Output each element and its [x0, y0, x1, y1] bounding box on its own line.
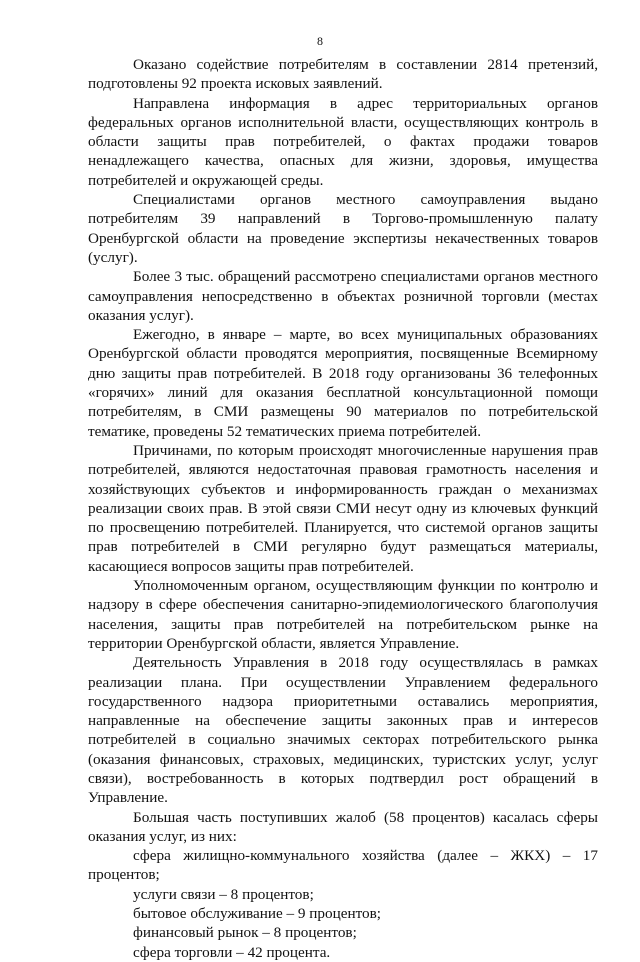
list-item: сфера торговли – 42 процента.: [133, 943, 331, 961]
list-item: услуги связи – 8 процентов;: [133, 885, 314, 903]
page-number: 8: [317, 34, 323, 48]
paragraph: Специалистами органов местного самоуправления выдано потребителям 39 направлений в Торгово-промышленную палату Оренбургской области на проведение экспертизы некачественных товаров (услуг).: [88, 191, 598, 266]
list-item: финансовый рынок – 8 процентов;: [133, 924, 357, 942]
paragraph: Причинами, по которым происходят многочисленные нарушения прав потребителей, являются недостаточная правовая грамотность населения и хозяйствующих субъектов и информированность граждан о механизмах реализации своих прав. В этой связи СМИ несут одну из ключевых функций по просвещению потребителей. Планируется, что системой органов защиты прав потребителей в СМИ регулярно будут размещаться материалы, касающиеся вопросов защиты прав потребителей.: [88, 441, 598, 575]
list-item: сфера жилищно-коммунального хозяйства (далее – ЖКХ) – 17 процентов;: [88, 847, 598, 884]
paragraph: Направлена информация в адрес территориальных органов федеральных органов исполнительной власти, осуществляющих контроль в области защиты прав потребителей, о фактах продажи товаров ненадлежащего качества, опасных для жизни, здоровья, имущества потребителей и окружающей среды.: [88, 94, 598, 189]
paragraph: Уполномоченным органом, осуществляющим функции по контролю и надзору в сфере обеспечения санитарно-эпидемиологического благополучия населения, защиты прав потребителей на потребительском рынке на территории Оренбургской области, является Управление.: [88, 577, 598, 652]
list-item: бытовое обслуживание – 9 процентов;: [133, 905, 382, 923]
paragraph: Оказано содействие потребителям в составлении 2814 претензий, подготовлены 92 проекта исковых заявлений.: [88, 56, 598, 93]
paragraph: Ежегодно, в январе – марте, во всех муниципальных образованиях Оренбургской области проводятся мероприятия, посвященные Всемирному дню защиты прав потребителей. В 2018 году организованы 36 телефонных «горячих» линий для оказания бесплатной консультационной помощи потребителям, в СМИ размещены 90 материалов по потребительской тематике, проведены 52 тематических приема потребителей.: [88, 326, 598, 440]
paragraph: Деятельность Управления в 2018 году осуществлялась в рамках реализации плана. При осуществлении Управлением федерального государственного надзора приоритетными оставались мероприятия, направленные на обеспечение защиты законных прав и интересов потребителей в социально значимых секторах потребительского рынка (оказания финансовых, страховых, медицинских, туристских услуг, услуг связи), востребованность в которых подтвердил рост обращений в Управление.: [88, 654, 598, 807]
document-body: [88, 55, 598, 962]
paragraph: Большая часть поступивших жалоб (58 процентов) касалась сферы оказания услуг, из них:: [88, 808, 598, 845]
paragraph: Более 3 тыс. обращений рассмотрено специалистами органов местного самоуправления непосредственно в объектах розничной торговли (местах оказания услуг).: [88, 268, 598, 324]
